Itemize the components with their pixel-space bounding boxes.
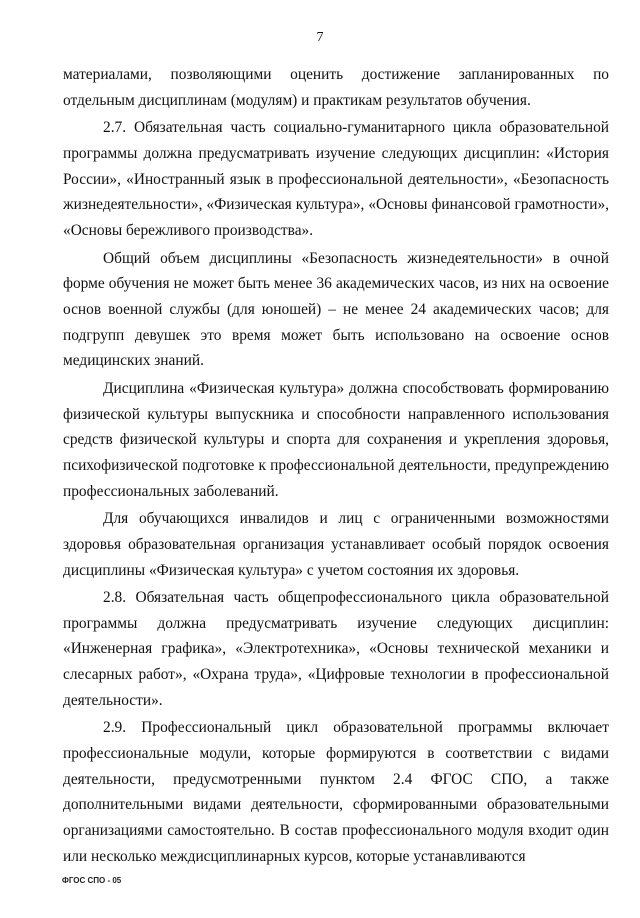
paragraph-physical-culture: Дисциплина «Физическая культура» должна способствовать формированию физической культуры выпускника и способности направленного использования средств физической культуры и спорта для сохранения и укрепления здоровья, психофизической подготовке к профессиональной деятельности, предупреждению профессиональных заболеваний. (63, 379, 609, 500)
page-number: 7 (316, 30, 324, 45)
document-footer: ФГОС СПО - 05 (62, 876, 122, 885)
paragraph-disabled-students: Для обучающихся инвалидов и лиц с ограниченными возможностями здоровья образовательная организация устанавливает особый порядок освоения дисциплины «Физическая культура» с учетом состояния их здоровья. (63, 510, 609, 579)
document-body (63, 62, 609, 871)
paragraph-life-safety-hours: Общий объем дисциплины «Безопасность жизнедеятельности» в очной форме обучения не может быть менее 36 академических часов, из них на освоение основ военной службы (для юношей) – не менее 24 академических часов; для подгрупп девушек это время может быть использовано на освоение основ медицинских знаний. (63, 249, 609, 370)
paragraph-2-7: 2.7. Обязательная часть социально-гуманитарного цикла образовательной программы должна предусматривать изучение следующих дисциплин: «История России», «Иностранный язык в профессиональной деятельности», «Безопасность жизнедеятельности», «Физическая культура», «Основы финансовой грамотности», «Основы бережливого производства». (63, 119, 609, 240)
paragraph-2-8: 2.8. Обязательная часть общепрофессионального цикла образовательной программы должна предусматривать изучение следующих дисциплин: «Инженерная графика», «Электротехника», «Основы технической механики и слесарных работ», «Охрана труда», «Цифровые технологии в профессиональной деятельности». (63, 589, 609, 709)
paragraph-continuation: материалами, позволяющими оценить достижение запланированных по отдельным дисциплинам (модулям) и практикам результатов обучения. (63, 66, 609, 109)
paragraph-2-9: 2.9. Профессиональный цикл образовательной программы включает профессиональные модули, которые формируются в соответствии с видами деятельности, предусмотренными пунктом 2.4 ФГОС СПО, а также дополнительными видами деятельности, сформированными образовательными организациями самостоятельно. В состав профессионального модуля входит один или несколько междисциплинарных курсов, которые устанавливаются (63, 719, 609, 865)
